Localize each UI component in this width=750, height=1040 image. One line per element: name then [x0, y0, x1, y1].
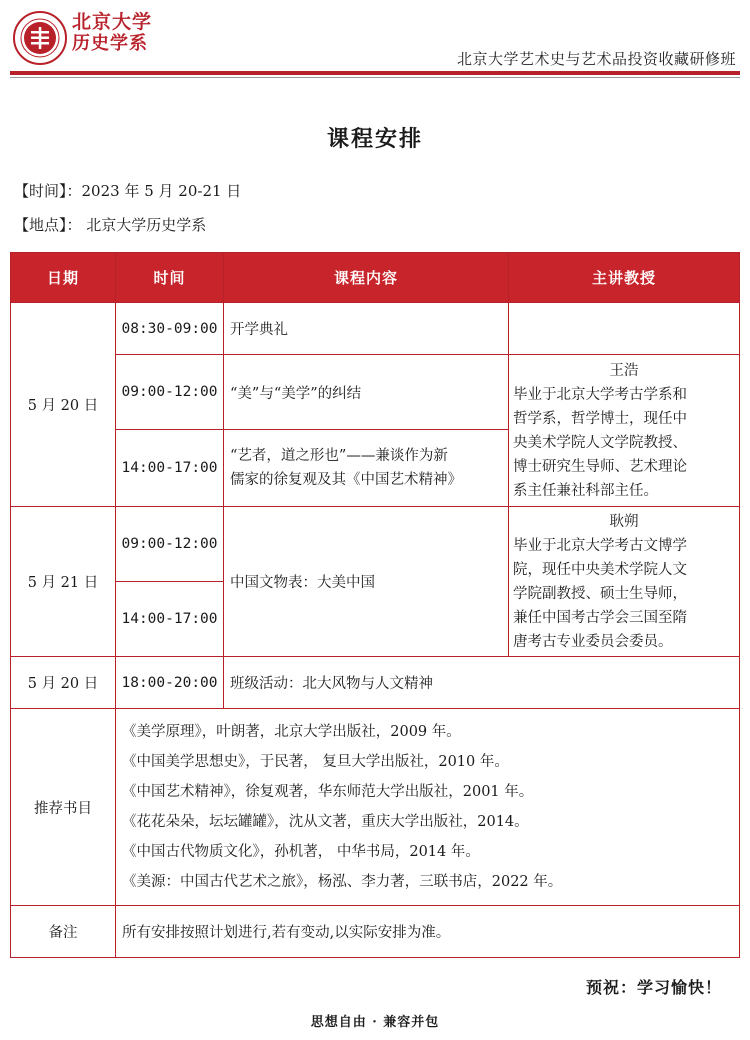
header-time: 时间 — [116, 253, 224, 303]
professor-bio-line: 学院副教授、硕士生导师， — [513, 585, 687, 602]
page-title: 课程安排 — [326, 126, 423, 152]
table-row — [11, 709, 740, 906]
professor-bio-line: 毕业于北京大学考古文博学 — [513, 537, 687, 554]
course-line: “艺者，道之形也”——兼谈作为新 — [230, 448, 448, 464]
brand-line-1: 北京大学 — [72, 11, 153, 33]
book-item: 《美源：中国古代艺术之旅》，杨泓、李力著，三联书店，2022 年。 — [122, 874, 563, 890]
books-list — [116, 709, 740, 906]
time-cell: 08:30-09:00 — [116, 303, 224, 355]
brand-text — [72, 12, 152, 55]
professor-bio-line: 博士研究生导师、艺术理论 — [513, 458, 687, 475]
time-cell: 09:00-12:00 — [116, 507, 224, 582]
book-item: 《中国艺术精神》，徐复观著，华东师范大学出版社，2001 年。 — [122, 784, 534, 800]
brand-line-2: 历史学系 — [72, 32, 148, 54]
course-cell: 中国文物表：大美中国 — [224, 507, 509, 657]
table-row — [11, 303, 740, 355]
table-row — [11, 355, 740, 430]
header-divider-red — [10, 71, 740, 75]
empty-cell — [509, 303, 740, 355]
time-cell: 14:00-17:00 — [116, 582, 224, 657]
pku-history-logo — [12, 10, 68, 66]
time-cell: 14:00-17:00 — [116, 430, 224, 507]
professor-cell — [509, 507, 740, 657]
professor-bio-line: 央美术学院人文学院教授、 — [513, 434, 687, 451]
course-cell: “美”与“美学”的纠结 — [224, 355, 509, 430]
closing-wish: 预祝：学习愉快！ — [585, 978, 722, 997]
schedule-table — [10, 252, 740, 958]
professor-bio-line: 毕业于北京大学考古学系和 — [513, 386, 687, 403]
books-label: 推荐书目 — [11, 709, 116, 906]
book-item: 《美学原理》，叶朗著，北京大学出版社，2009 年。 — [122, 724, 461, 740]
professor-bio-line: 系主任兼社科部主任。 — [513, 482, 658, 499]
note-text: 所有安排按照计划进行,若有变动,以实际安排为准。 — [116, 906, 740, 958]
header-date: 日期 — [11, 253, 116, 303]
professor-bio-line: 唐考古专业委员会委员。 — [513, 633, 673, 650]
footer-motto: 思想自由 · 兼容并包 — [310, 1015, 440, 1030]
table-row — [11, 906, 740, 958]
time-cell: 09:00-12:00 — [116, 355, 224, 430]
date-cell: 5 月 21 日 — [11, 507, 116, 657]
book-item: 《中国美学思想史》，于民著， 复旦大学出版社，2010 年。 — [122, 754, 509, 770]
header-professor: 主讲教授 — [509, 253, 740, 303]
table-row — [11, 657, 740, 709]
program-name: 北京大学艺术史与艺术品投资收藏研修班 — [456, 50, 736, 68]
date-cell: 5 月 20 日 — [11, 657, 116, 709]
professor-bio-line: 哲学系，哲学博士，现任中 — [513, 410, 687, 427]
table-row — [11, 507, 740, 582]
course-cell: 班级活动：北大风物与人文精神 — [224, 657, 740, 709]
note-label: 备注 — [11, 906, 116, 958]
professor-cell — [509, 355, 740, 507]
professor-name: 王浩 — [609, 362, 639, 379]
date-cell: 5 月 20 日 — [11, 303, 116, 507]
course-cell: 开学典礼 — [224, 303, 509, 355]
course-line: 儒家的徐复观及其《中国艺术精神》 — [230, 472, 462, 488]
header-course: 课程内容 — [224, 253, 509, 303]
course-cell — [224, 430, 509, 507]
time-cell: 18:00-20:00 — [116, 657, 224, 709]
book-item: 《中国古代物质文化》，孙机著， 中华书局，2014 年。 — [122, 844, 480, 860]
book-item: 《花花朵朵，坛坛罐罐》，沈从文著，重庆大学出版社，2014。 — [122, 814, 529, 830]
professor-name: 耿朔 — [609, 513, 639, 530]
meta-time: 【时间】：2023 年 5 月 20-21 日 — [14, 182, 242, 200]
table-header-row — [11, 253, 740, 303]
professor-bio-line: 兼任中国考古学会三国至隋 — [513, 609, 687, 626]
meta-place: 【地点】： 北京大学历史学系 — [14, 216, 207, 234]
header-divider-grey — [10, 77, 740, 78]
professor-bio-line: 院，现任中央美术学院人文 — [513, 561, 687, 578]
